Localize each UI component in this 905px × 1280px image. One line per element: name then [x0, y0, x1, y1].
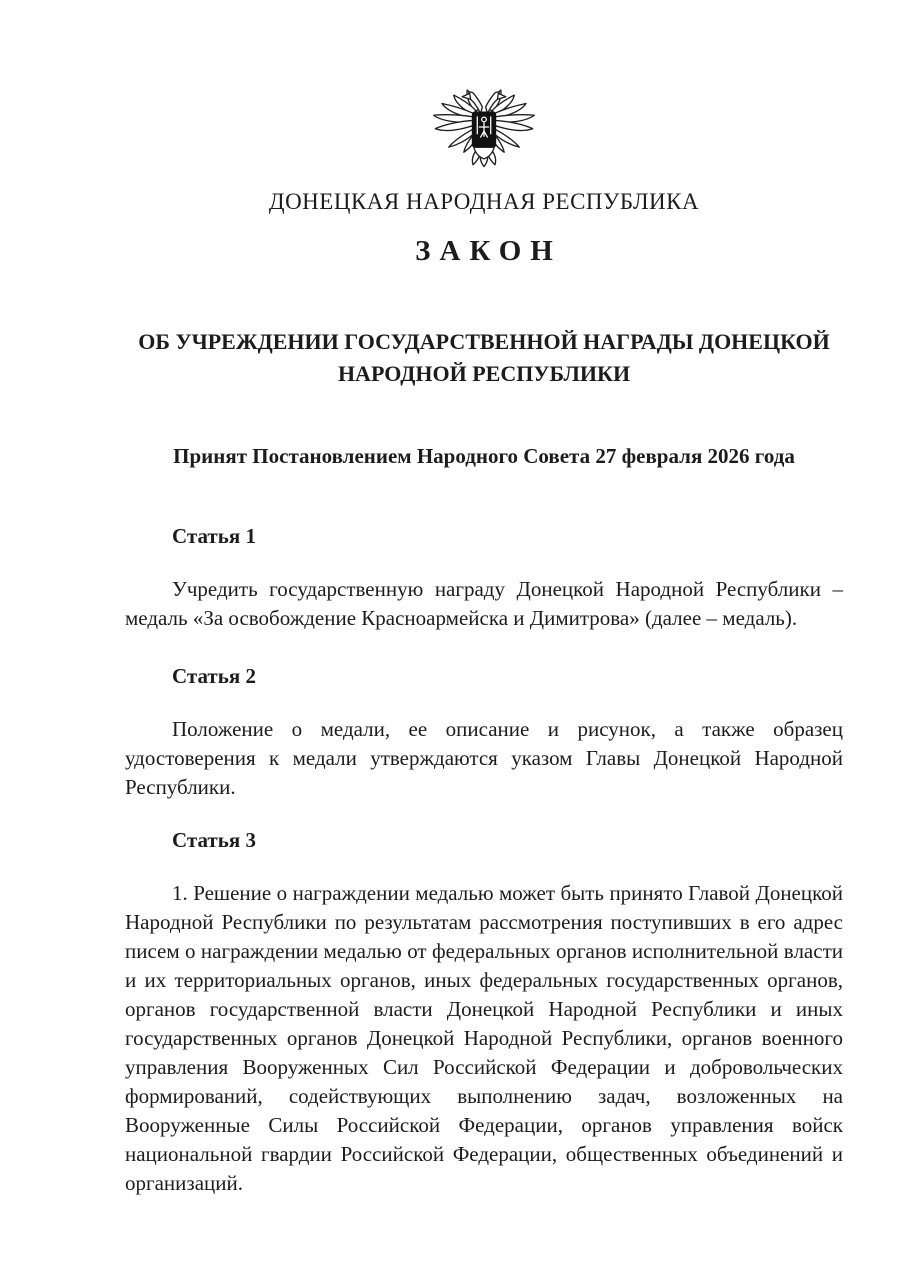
republic-name-heading: ДОНЕЦКАЯ НАРОДНАЯ РЕСПУБЛИКА	[268, 189, 700, 214]
article-2	[125, 662, 843, 802]
law-title: ОБ УЧРЕЖДЕНИИ ГОСУДАРСТВЕННОЙ НАГРАДЫ ДОНЕЦКОЙ НАРОДНОЙ РЕСПУБЛИКИ	[138, 329, 830, 386]
article-1-body: Учредить государственную награду Донецкой Народной Республики – медаль «За освобождение Красноармейска и Димитрова» (далее – медаль).	[125, 577, 843, 630]
article-3	[125, 826, 843, 1198]
article-1-heading: Статья 1	[172, 524, 256, 548]
article-3-heading: Статья 3	[172, 828, 256, 852]
coat-of-arms-icon	[125, 0, 843, 174]
document-type-heading: ЗАКОН	[415, 235, 562, 267]
article-3-body: 1. Решение о награждении медалью может быть принято Главой Донецкой Народной Республики по результатам рассмотрения поступивших в его адрес писем о награждении медалью от федеральных органов исполнительной власти и их территориальных органов, иных федеральных государственных органов, органов государственной власти Донецкой Народной Республики и иных государственных органов Донецкой Народной Республики, органов военного управления Вооруженных Сил Российской Федерации и добровольческих формирований, содействующих выполнению задач, возложенных на Вооруженные Силы Российской Федерации, органов управления войск национальной гвардии Российской Федерации, общественных объединений и организаций.	[125, 881, 843, 1195]
article-2-heading: Статья 2	[172, 664, 256, 688]
article-1	[125, 522, 843, 633]
article-2-body: Положение о медали, ее описание и рисунок, а также образец удостоверения к медали утверждаются указом Главы Донецкой Народной Республики.	[125, 717, 843, 799]
adoption-line: Принят Постановлением Народного Совета 27 февраля 2026 года	[173, 444, 795, 468]
